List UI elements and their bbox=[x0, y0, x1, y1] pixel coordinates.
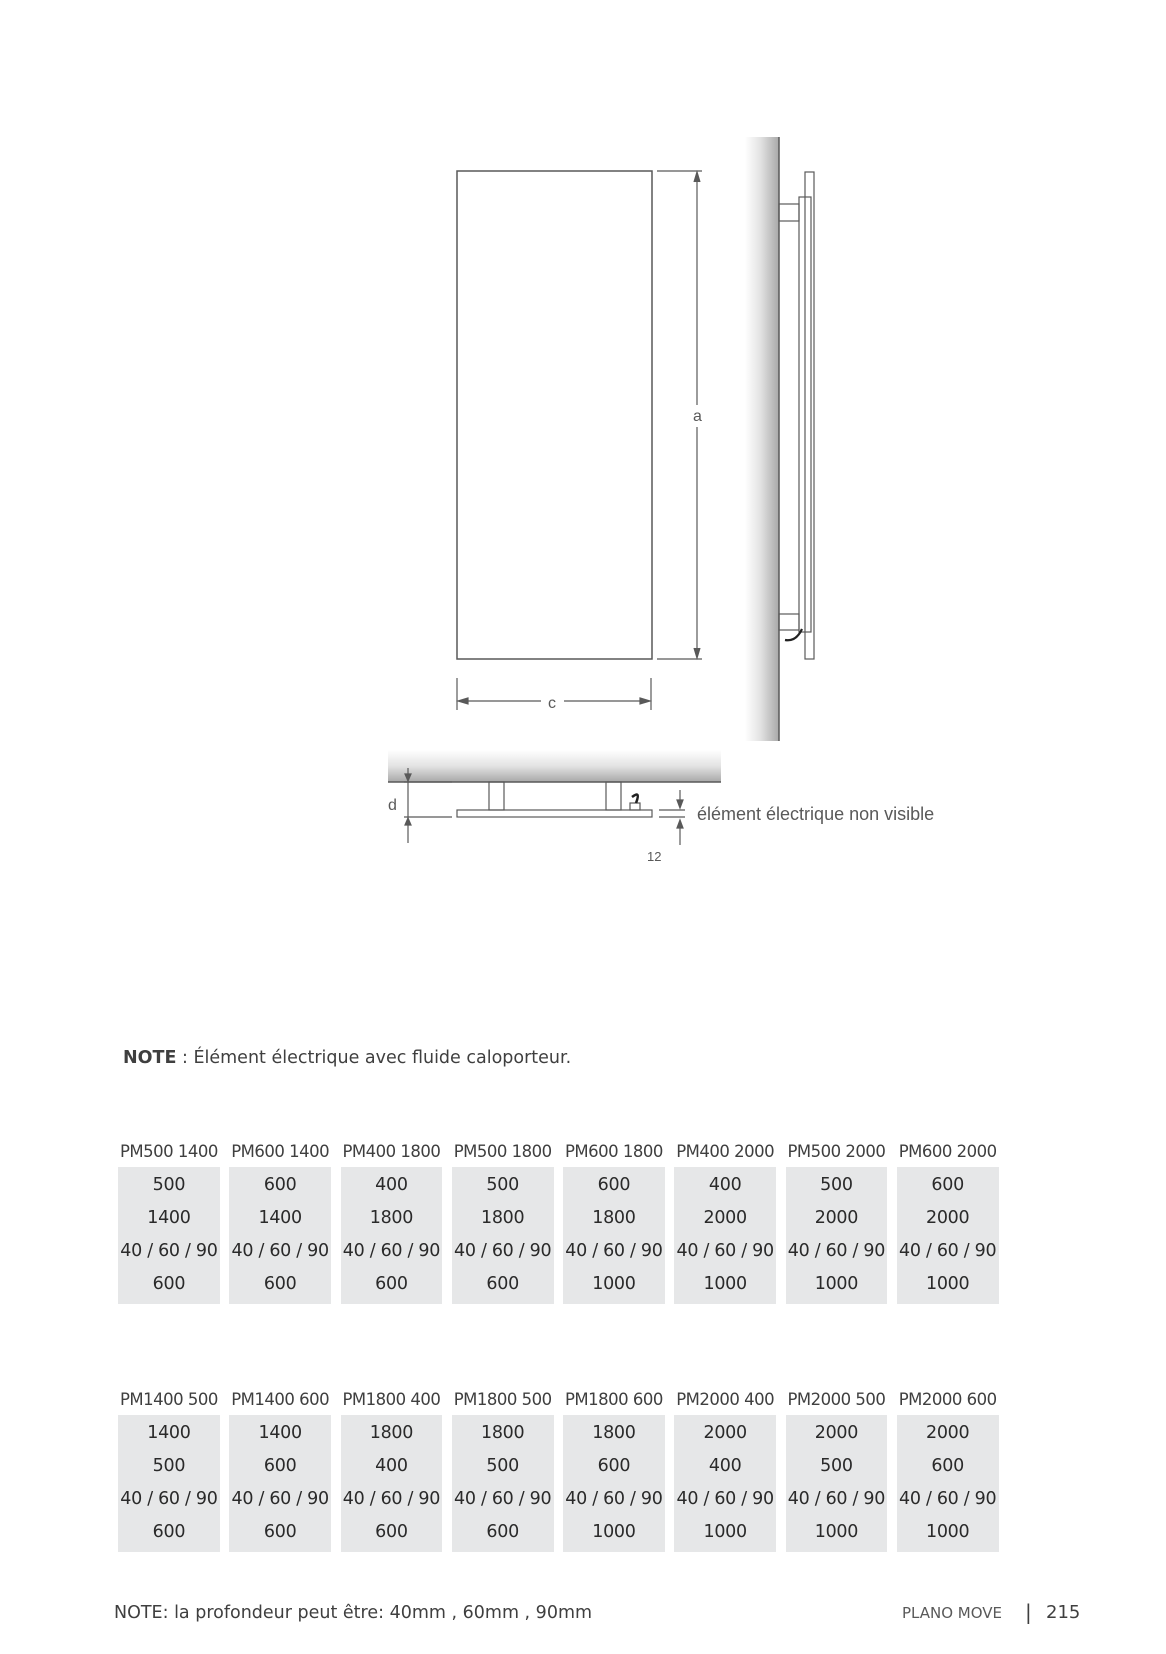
value-cell: 600 bbox=[263, 1175, 297, 1195]
value-cell: 600 bbox=[263, 1274, 297, 1294]
table-body bbox=[118, 1167, 1008, 1304]
side-view-radiator bbox=[779, 172, 814, 659]
value-cell: 500 bbox=[152, 1456, 186, 1476]
value-cell: 40 / 60 / 90 bbox=[787, 1241, 886, 1261]
value-cell: 600 bbox=[263, 1522, 297, 1542]
value-cell: 600 bbox=[486, 1274, 519, 1294]
value-cell: 600 bbox=[263, 1456, 297, 1476]
value-cell: 500 bbox=[820, 1456, 853, 1476]
model-header: PM400 1800 bbox=[342, 1142, 441, 1161]
radiator-front-panel bbox=[457, 171, 652, 659]
value-cell: 600 bbox=[597, 1456, 631, 1476]
value-cell: 1400 bbox=[147, 1208, 191, 1228]
value-cell: 40 / 60 / 90 bbox=[787, 1489, 886, 1509]
value-cell: 400 bbox=[708, 1456, 742, 1476]
value-cell: 500 bbox=[486, 1175, 519, 1195]
value-cell: 1800 bbox=[481, 1208, 525, 1228]
model-column bbox=[229, 1415, 331, 1552]
value-cell: 500 bbox=[152, 1175, 186, 1195]
model-header: PM2000 400 bbox=[676, 1390, 775, 1409]
dimension-12-label: 12 bbox=[647, 849, 662, 864]
value-cell: 1000 bbox=[926, 1274, 970, 1294]
model-column bbox=[229, 1167, 331, 1304]
model-header: PM1400 600 bbox=[231, 1390, 330, 1409]
model-column bbox=[118, 1167, 220, 1304]
value-cell: 40 / 60 / 90 bbox=[231, 1241, 329, 1261]
value-cell: 40 / 60 / 90 bbox=[899, 1241, 997, 1261]
dimension-c-label: c bbox=[548, 695, 556, 712]
value-cell: 600 bbox=[597, 1175, 631, 1195]
dimension-d-label: d bbox=[388, 797, 397, 814]
value-cell: 1400 bbox=[147, 1423, 191, 1443]
value-cell: 1000 bbox=[703, 1274, 747, 1294]
value-cell: 2000 bbox=[703, 1208, 747, 1228]
value-cell: 1400 bbox=[258, 1423, 302, 1443]
value-cell: 2000 bbox=[926, 1423, 970, 1443]
value-cell: 600 bbox=[486, 1522, 519, 1542]
model-column bbox=[563, 1167, 665, 1304]
value-cell: 40 / 60 / 90 bbox=[120, 1241, 218, 1261]
model-column bbox=[118, 1415, 220, 1552]
value-cell: 40 / 60 / 90 bbox=[676, 1241, 774, 1261]
value-cell: 40 / 60 / 90 bbox=[899, 1489, 997, 1509]
value-cell: 40 / 60 / 90 bbox=[454, 1489, 552, 1509]
model-column bbox=[341, 1415, 443, 1552]
model-column bbox=[786, 1415, 888, 1552]
value-cell: 40 / 60 / 90 bbox=[676, 1489, 774, 1509]
model-header: PM1800 400 bbox=[342, 1390, 441, 1409]
floor-top-view bbox=[388, 750, 721, 782]
value-cell: 1000 bbox=[592, 1522, 636, 1542]
model-column bbox=[674, 1167, 776, 1304]
model-header: PM600 1400 bbox=[231, 1142, 330, 1161]
model-header: PM600 1800 bbox=[564, 1142, 663, 1161]
model-header: PM500 2000 bbox=[787, 1142, 886, 1161]
value-cell: 1800 bbox=[369, 1423, 414, 1443]
model-column bbox=[786, 1167, 888, 1304]
page-number: 215 bbox=[1046, 1602, 1081, 1623]
value-cell: 400 bbox=[375, 1175, 408, 1195]
note-text: : Élément électrique avec fluide caloporteur. bbox=[176, 1048, 572, 1068]
note-label: NOTE bbox=[123, 1048, 177, 1068]
value-cell: 40 / 60 / 90 bbox=[342, 1241, 441, 1261]
model-header: PM2000 500 bbox=[787, 1390, 886, 1409]
model-column bbox=[563, 1415, 665, 1552]
note-depth: NOTE: la profondeur peut être: 40mm , 60mm , 90mm bbox=[114, 1603, 593, 1623]
model-header: PM500 1400 bbox=[119, 1142, 218, 1161]
brand-name: PLANO MOVE bbox=[902, 1604, 1003, 1622]
value-cell: 600 bbox=[375, 1522, 408, 1542]
model-column bbox=[452, 1415, 554, 1552]
value-cell: 40 / 60 / 90 bbox=[342, 1489, 441, 1509]
electric-element-label: élément électrique non visible bbox=[697, 804, 935, 824]
value-cell: 1800 bbox=[592, 1423, 636, 1443]
value-cell: 2000 bbox=[703, 1423, 747, 1443]
model-column bbox=[341, 1167, 443, 1304]
value-cell: 1000 bbox=[814, 1522, 859, 1542]
model-column bbox=[452, 1167, 554, 1304]
value-cell: 1400 bbox=[258, 1208, 302, 1228]
table-body bbox=[118, 1415, 1008, 1552]
value-cell: 2000 bbox=[814, 1423, 859, 1443]
value-cell: 600 bbox=[152, 1274, 186, 1294]
value-cell: 400 bbox=[375, 1456, 408, 1476]
value-cell: 40 / 60 / 90 bbox=[454, 1241, 552, 1261]
table-header-row bbox=[118, 1385, 1008, 1415]
model-header: PM1800 500 bbox=[453, 1390, 552, 1409]
wall-side-view bbox=[745, 137, 779, 741]
value-cell: 2000 bbox=[926, 1208, 970, 1228]
value-cell: 500 bbox=[486, 1456, 519, 1476]
value-cell: 600 bbox=[375, 1274, 408, 1294]
value-cell: 40 / 60 / 90 bbox=[231, 1489, 329, 1509]
model-header: PM600 2000 bbox=[898, 1142, 997, 1161]
value-cell: 1000 bbox=[926, 1522, 970, 1542]
value-cell: 1800 bbox=[369, 1208, 414, 1228]
model-column bbox=[897, 1167, 999, 1304]
value-cell: 600 bbox=[931, 1175, 964, 1195]
value-cell: 1000 bbox=[703, 1522, 747, 1542]
table-header-row bbox=[118, 1137, 1008, 1167]
value-cell: 1000 bbox=[592, 1274, 636, 1294]
model-header: PM1800 600 bbox=[564, 1390, 663, 1409]
dimension-a-label: a bbox=[693, 408, 702, 425]
value-cell: 40 / 60 / 90 bbox=[565, 1489, 663, 1509]
value-cell: 2000 bbox=[814, 1208, 859, 1228]
value-cell: 1800 bbox=[592, 1208, 636, 1228]
value-cell: 1000 bbox=[814, 1274, 859, 1294]
model-column bbox=[674, 1415, 776, 1552]
footer-separator: | bbox=[1025, 1600, 1032, 1624]
value-cell: 40 / 60 / 90 bbox=[565, 1241, 663, 1261]
model-header: PM1400 500 bbox=[119, 1390, 218, 1409]
model-header: PM400 2000 bbox=[676, 1142, 775, 1161]
value-cell: 40 / 60 / 90 bbox=[120, 1489, 218, 1509]
value-cell: 600 bbox=[931, 1456, 964, 1476]
top-view-radiator bbox=[457, 782, 652, 817]
spec-table-horizontal bbox=[118, 1385, 1008, 1552]
value-cell: 400 bbox=[708, 1175, 742, 1195]
model-header: PM2000 600 bbox=[898, 1390, 997, 1409]
value-cell: 600 bbox=[152, 1522, 186, 1542]
spec-table-vertical bbox=[118, 1137, 1008, 1304]
value-cell: 1800 bbox=[481, 1423, 525, 1443]
value-cell: 500 bbox=[820, 1175, 853, 1195]
model-header: PM500 1800 bbox=[453, 1142, 552, 1161]
model-column bbox=[897, 1415, 999, 1552]
note-fluid bbox=[123, 1048, 571, 1068]
dimension-12 bbox=[659, 790, 685, 845]
